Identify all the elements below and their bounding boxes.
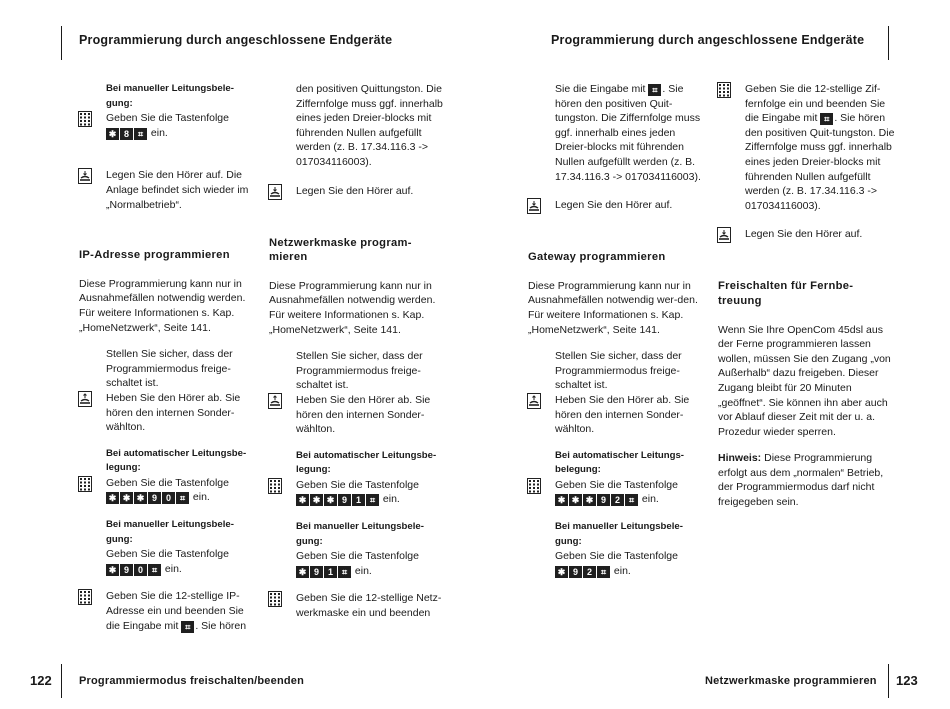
page-number: 122: [30, 673, 52, 688]
step-enter-digits: [745, 82, 895, 213]
left-column-1: [79, 82, 256, 633]
header-rule: [61, 26, 62, 60]
step-text: Legen Sie den Hörer auf.: [745, 228, 863, 241]
step-text: . Sie hören den positiven Quit-tungston. Die Ziffernfolge muss ggf. innerhalb eines jeden Dreier-blocks mit führenden Nullen aufgefüllt werden (z. B. 17.34.116.3 -> 017034116003).: [745, 112, 895, 212]
right-page: [475, 0, 950, 709]
step-enter-netmask: [296, 591, 446, 620]
keypad-icon: [78, 111, 96, 127]
section-heading: Netzwerkmaske program- mieren: [269, 236, 412, 264]
handset-down-icon: [527, 198, 545, 214]
manual-line-title: Bei manueller Leitungsbele- gung:: [106, 83, 234, 109]
key-digit: 9: [569, 566, 582, 578]
handset-up-icon: [78, 391, 96, 407]
key-star: ✱: [324, 494, 337, 506]
step-text: Geben Sie die Tastenfolge: [106, 476, 229, 489]
manual-line-title: Bei manueller Leitungsbele- gung:: [106, 519, 234, 545]
key-star: ✱: [569, 494, 582, 506]
step-text: Legen Sie den Hörer auf. Die Anlage befindet sich wieder im „Normalbetrieb“.: [106, 169, 249, 211]
hint-label: Hinweis:: [718, 452, 762, 465]
key-star: ✱: [296, 494, 309, 506]
step-pickup: [555, 393, 705, 437]
step-suffix: ein.: [354, 564, 372, 577]
footer-title: Netzwerkmaske programmieren: [705, 675, 877, 687]
auto-line-title: Bei automatischer Leitungs- belegung:: [555, 449, 685, 476]
key-digit: 0: [162, 492, 175, 504]
key-digit: 9: [597, 494, 610, 506]
step-text: Geben Sie die Tastenfolge: [106, 112, 229, 125]
step-text: Sie die Eingabe mit: [555, 83, 646, 95]
manual-line-title: Bei manueller Leitungsbele- gung:: [296, 521, 424, 547]
key-star: ✱: [583, 494, 596, 506]
step-hangup: [106, 168, 256, 212]
keypad-icon: [78, 476, 96, 492]
handset-up-icon: [268, 393, 286, 409]
hint-paragraph: [718, 451, 895, 509]
section-intro: Diese Programmierung kann nur in Ausnahmefällen notwendig werden. Für weitere Informationen s. Kap. „HomeNetzwerk“, Seite 141.: [79, 277, 246, 334]
step-text: Geben Sie die 12-stellige IP-Adresse ein und beenden Sie die Eingabe mit: [106, 590, 244, 632]
step-text: Geben Sie die Tastenfolge: [555, 478, 678, 491]
continued-text: den positiven Quittungston. Die Ziffernfolge muss ggf. innerhalb eines jeden Dreier-blocks mit führenden Nullen aufgefüllt werden (z. B. 17.34.116.3 -> 017034116003).: [296, 83, 443, 168]
key-star: ✱: [120, 492, 133, 504]
key-digit: 9: [338, 494, 351, 506]
key-star: ✱: [296, 566, 309, 578]
key-star: ✱: [106, 492, 119, 504]
key-hash: ⌗: [820, 113, 833, 125]
section-intro: Diese Programmierung kann nur in Ausnahmefällen notwendig werden. Für weitere Informationen s. Kap. „HomeNetzwerk“, Seite 141.: [269, 279, 436, 336]
continued-text: [555, 82, 705, 184]
key-hash: ⌗: [648, 84, 661, 96]
footer-rule: [61, 664, 62, 698]
section-text: Wenn Sie Ihre OpenCom 45dsl aus der Ferne programmieren lassen wollen, müssen Sie den Zugang „von Außerhalb“ dazu freigeben. Dieser Zugang bleibt für 20 Minuten „geöffnet“. Sie können ihn aber auch vor Ablauf dieser Zeit mit der u. a. Prozedur wieder sperren.: [718, 323, 891, 438]
key-star: ✱: [310, 494, 323, 506]
key-star: ✱: [106, 128, 119, 140]
page-number: 123: [896, 673, 918, 688]
step-auto-keys: [106, 476, 256, 505]
key-digit: 2: [611, 494, 624, 506]
handset-down-icon: [78, 168, 96, 184]
keypad-icon: [527, 478, 545, 494]
key-digit: 1: [352, 494, 365, 506]
section-heading: Freischalten für Fernbe- treuung: [718, 280, 854, 307]
key-digit: 8: [120, 128, 133, 140]
key-hash: ⌗: [181, 621, 194, 633]
key-hash: ⌗: [625, 494, 638, 506]
step-suffix: . Sie hören: [195, 619, 247, 632]
step-suffix: ein.: [382, 493, 400, 506]
step-text: Legen Sie den Hörer auf.: [296, 184, 414, 197]
auto-line-title: Bei automatischer Leitungsbe- legung:: [296, 449, 437, 476]
section-heading: Gateway programmieren: [528, 251, 666, 264]
key-digit: 9: [120, 564, 133, 576]
step-text: Heben Sie den Hörer ab. Sie hören den internen Sonder-wählton.: [106, 391, 241, 434]
step-suffix: ein.: [641, 493, 659, 506]
step-text: Geben Sie die 12-stellige Zif-fernfolge ein und beenden Sie die Eingabe mit: [745, 83, 886, 125]
key-sequence: [555, 564, 705, 579]
right-column-1: [528, 82, 705, 578]
step-auto-keys: [296, 478, 446, 507]
auto-line-title: Bei automatischer Leitungsbe- legung:: [106, 447, 247, 474]
key-hash: ⌗: [597, 566, 610, 578]
step-text: Heben Sie den Hörer ab. Sie hören den internen Sonder-wählton.: [296, 393, 431, 436]
key-digit: 2: [583, 566, 596, 578]
step-suffix: ein.: [150, 126, 168, 139]
key-star: ✱: [106, 564, 119, 576]
key-hash: ⌗: [148, 564, 161, 576]
step-hangup: [745, 227, 895, 243]
step-text: Geben Sie die Tastenfolge: [106, 548, 229, 561]
key-star: ✱: [555, 494, 568, 506]
footer-rule: [888, 664, 889, 698]
step-enter-ip: [106, 589, 256, 633]
step-text: . Sie hören den positiven Quit-tungston. Die Ziffernfolge muss ggf. innerhalb eines jeden Dreier-blocks mit führenden Nullen aufgefüllt werden (z. B. 17.34.116.3 -> 017034116003).: [555, 83, 701, 183]
step-auto-keys: [555, 478, 705, 507]
step-text: Geben Sie die 12-stellige Netz-werkmaske ein und beenden: [296, 592, 442, 620]
step-text: Geben Sie die Tastenfolge: [296, 550, 419, 563]
footer-title: Programmiermodus freischalten/beenden: [79, 675, 305, 687]
keypad-icon: [78, 589, 96, 605]
step-text: Legen Sie den Hörer auf.: [555, 199, 673, 212]
key-digit: 9: [148, 492, 161, 504]
key-digit: 1: [324, 566, 337, 578]
key-star: ✱: [134, 492, 147, 504]
header-title: Programmierung durch angeschlossene Endgeräte: [551, 33, 865, 47]
step-suffix: ein.: [192, 491, 210, 504]
step-text: Geben Sie die Tastenfolge: [555, 550, 678, 563]
key-sequence: [106, 562, 256, 577]
key-hash: ⌗: [366, 494, 379, 506]
step-pickup: [106, 391, 256, 435]
right-column-2: [718, 82, 895, 510]
step-suffix: ein.: [164, 562, 182, 575]
step-hangup: [296, 184, 446, 200]
handset-up-icon: [527, 393, 545, 409]
left-column-2: [269, 82, 446, 621]
header-rule: [888, 26, 889, 60]
keypad-icon: [717, 82, 735, 98]
handset-down-icon: [268, 184, 286, 200]
step-text: Stellen Sie sicher, dass der Programmiermodus freige-schaltet ist.: [296, 350, 423, 392]
key-digit: 9: [310, 566, 323, 578]
keypad-icon: [268, 478, 286, 494]
key-hash: ⌗: [134, 128, 147, 140]
keypad-icon: [268, 591, 286, 607]
section-intro: Diese Programmierung kann nur in Ausnahmefällen notwendig wer-den. Für weitere Informationen s. Kap. „HomeNetzwerk“, Seite 141.: [528, 279, 698, 336]
step-text: Geben Sie die Tastenfolge: [296, 478, 419, 491]
key-star: ✱: [555, 566, 568, 578]
step-hangup: [555, 198, 705, 214]
key-digit: 0: [134, 564, 147, 576]
handset-down-icon: [717, 227, 735, 243]
step-pickup: [296, 393, 446, 437]
header-title: Programmierung durch angeschlossene Endgeräte: [79, 33, 393, 47]
step-suffix: ein.: [613, 564, 631, 577]
hint-text: Diese Programmierung erfolgt aus dem „normalen“ Betrieb, der Programmiermodus darf nicht freigegeben sein.: [718, 452, 884, 509]
manual-line-title: Bei manueller Leitungsbele- gung:: [555, 521, 683, 547]
key-sequence: [296, 564, 446, 579]
step-text: Stellen Sie sicher, dass der Programmiermodus freige-schaltet ist.: [106, 348, 233, 390]
step-text: Stellen Sie sicher, dass der Programmiermodus freige-schaltet ist.: [555, 350, 682, 392]
key-hash: ⌗: [176, 492, 189, 504]
step-manual-keys: [106, 111, 256, 140]
section-heading: IP-Adresse programmieren: [79, 249, 230, 262]
key-hash: ⌗: [338, 566, 351, 578]
step-text: Heben Sie den Hörer ab. Sie hören den internen Sonder-wählton.: [555, 393, 690, 436]
